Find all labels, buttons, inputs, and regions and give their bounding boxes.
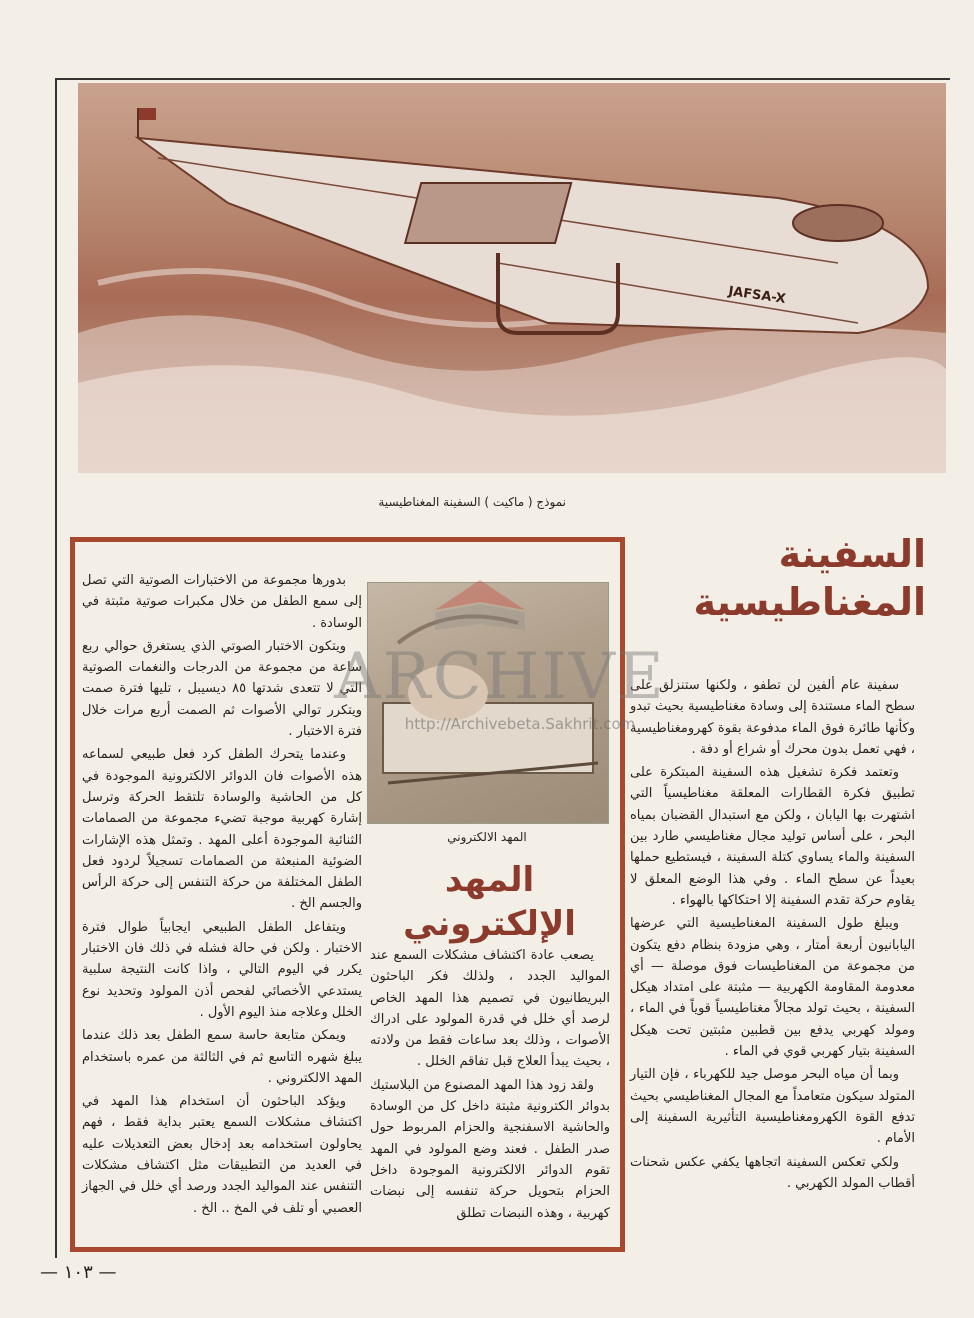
cradle-photo-caption: المهد الالكتروني [447, 830, 527, 844]
article1-body [630, 675, 915, 1250]
top-rule [55, 78, 950, 80]
page-number: — ١٠٣ — [40, 1262, 117, 1283]
article1-paragraph: وتعتمد فكرة تشغيل هذه السفينة المبتكرة على تطبيق فكرة القطارات المعلقة مغناطيسياً التي اشتهرت بها اليابان ، ولكن مع استبدال القضبان بمياه البحر ، على أساس توليد مجال مغناطيسي طارد بين السفينة والماء يساوي كتلة السفينة ، فيستطيع حملها بعيداً عن سطح الماء . وفي هذا الوضع المعلق لا يقاوم حركة تقدم السفينة إلا احتكاكها بالهواء . [630, 765, 915, 908]
article2-paragraph: بدورها مجموعة من الاختبارات الصوتية التي تصل إلى سمع الطفل من خلال مكبرات صوتية مثبتة في الوسادة . [82, 573, 362, 631]
article1-paragraph: ويبلغ طول السفينة المغناطيسية التي عرضها اليابانيون أربعة أمتار ، وهي مزودة بنظام دفع يتكون من مجموعة من المغناطيسات فوق موصلة — أي معدومة المقاومة الكهربية — مثبتة على امتداد هيكل السفينة ، بحيث تولد مجالاً مغناطيسياً قوياً في الماء ، ومولد كهربي يدفع بين قطبين مثبتين تحت هيكل السفينة بتيار كهربي قوي في الماء . [630, 916, 915, 1060]
article2-body-left [82, 570, 362, 1240]
article1-paragraph: سفينة عام ألفين لن تطفو ، ولكنها ستنزلق على سطح الماء مستندة إلى وسادة مغناطيسية بحيث تبدو وكأنها طائرة فوق الماء مدفوعة بقوة كهرومغناطيسية ، فهي تعمل بدون محرك أو شراع أو دفة . [630, 678, 915, 757]
article2-body-right [370, 945, 610, 1245]
article2-paragraph: يصعب عادة اكتشاف مشكلات السمع عند المواليد الجدد ، ولذلك فكر الباحثون البريطانيون في تصميم هذا المهد الخاص لرصد أي خلل في قدرة المولود على ادراك الأصوات ، وذلك بعد ساعات فقط من ولادته ، بحيث يبدأ العلاج قبل تفاقم الخلل . [370, 948, 610, 1070]
article2-paragraph: ويتفاعل الطفل الطبيعي ايجابياً طوال فترة الاختبار . ولكن في حالة فشله في ذلك فان الاختبار يكرر في اليوم التالي ، واذا كانت النتيجة سلبية يستدعي الأخصائي لفحص أذن المولود وتحديد نوع الخلل وعلاجه منذ اليوم الأول . [82, 919, 362, 1020]
left-rule [55, 78, 57, 1258]
article2-paragraph: ويؤكد الباحثون أن استخدام هذا المهد في اكتشاف مشكلات السمع يعتبر بداية فقط ، فهم يحاولون استخدامه بعد إدخال بعض التعديلات عليه في العديد من التطبيقات مثل اكتشاف مشكلات التنفس عند المواليد الجدد ورصد أي خلل في الجهاز العصبي أو تلف في المخ .. الخ . [82, 1094, 362, 1216]
article2-paragraph: ويمكن متابعة حاسة سمع الطفل بعد ذلك عندما يبلغ شهره التاسع ثم في الثالثة من عمره باستخدام المهد الالكتروني . [82, 1028, 362, 1086]
archive-logo-icon [425, 570, 535, 640]
article1-paragraph: وبما أن مياه البحر موصل جيد للكهرباء ، فإن التيار المتولد سيكون متعامداً مع المجال المغناطيسي بحيث تدفع القوة الكهرومغناطيسية التأثيرية السفينة إلى الأمام . [630, 1067, 915, 1147]
article1-title: السفينة المغناطيسية [693, 532, 926, 624]
archive-watermark-url: http://Archivebeta.Sakhrit.com [404, 715, 636, 733]
photo-caption: نموذج ( ماكيت ) السفينة المغناطيسية [378, 495, 566, 509]
archive-watermark: ARCHIVE [334, 640, 666, 714]
article2-paragraph: ويتكون الاختبار الصوتي الذي يستغرق حوالي ربع ساعة من مجموعة من الدرجات والنغمات الصوتية التي لا تتعدى شدتها ٨٥ ديسيبل ، تليها فترة صمت ويتكرر توالي الأصوات ثم الصمت أربع مرات خلال فترة الاختبار . [82, 638, 363, 740]
article1-paragraph: ولكي تعكس السفينة اتجاهها يكفي عكس شحنات أقطاب المولد الكهربي . [630, 1154, 915, 1191]
magnetic-ship-photo [78, 83, 946, 473]
article2-title: المهد الإلكتروني [403, 860, 576, 944]
article2-paragraph: ولقد زود هذا المهد المصنوع من البلاستيك بدوائر الكترونية مثبتة داخل كل من الوسادة والحاشية الاسفنجية والحزام المربوط حول صدر الطفل . فعند وضع المولود في المهد تقوم الدوائر الالكترونية الموجودة داخل الحزام بتحويل حركة تنفسه إلى نبضات كهربية ، وهذه النبضات تطلق [370, 1077, 610, 1221]
ship-hull-label: JAFSA-X [727, 284, 787, 307]
article2-paragraph: وعندما يتحرك الطفل كرد فعل طبيعي لسماعه هذه الأصوات فان الدوائر الالكترونية الموجودة في كل من الحاشية والوسادة تلتقط الحركة وترسل إشارة كهربية موجبة تضيء مجموعة من الصمامات الثنائية الموجودة أعلى المهد . وتمثل هذه الإشارات الضوئية المنبعثة من الصمامات تسجيلاً لردود فعل الطفل المختلفة من حركة التنفس إلى حركة الرأس والجسم الخ . [82, 747, 362, 912]
